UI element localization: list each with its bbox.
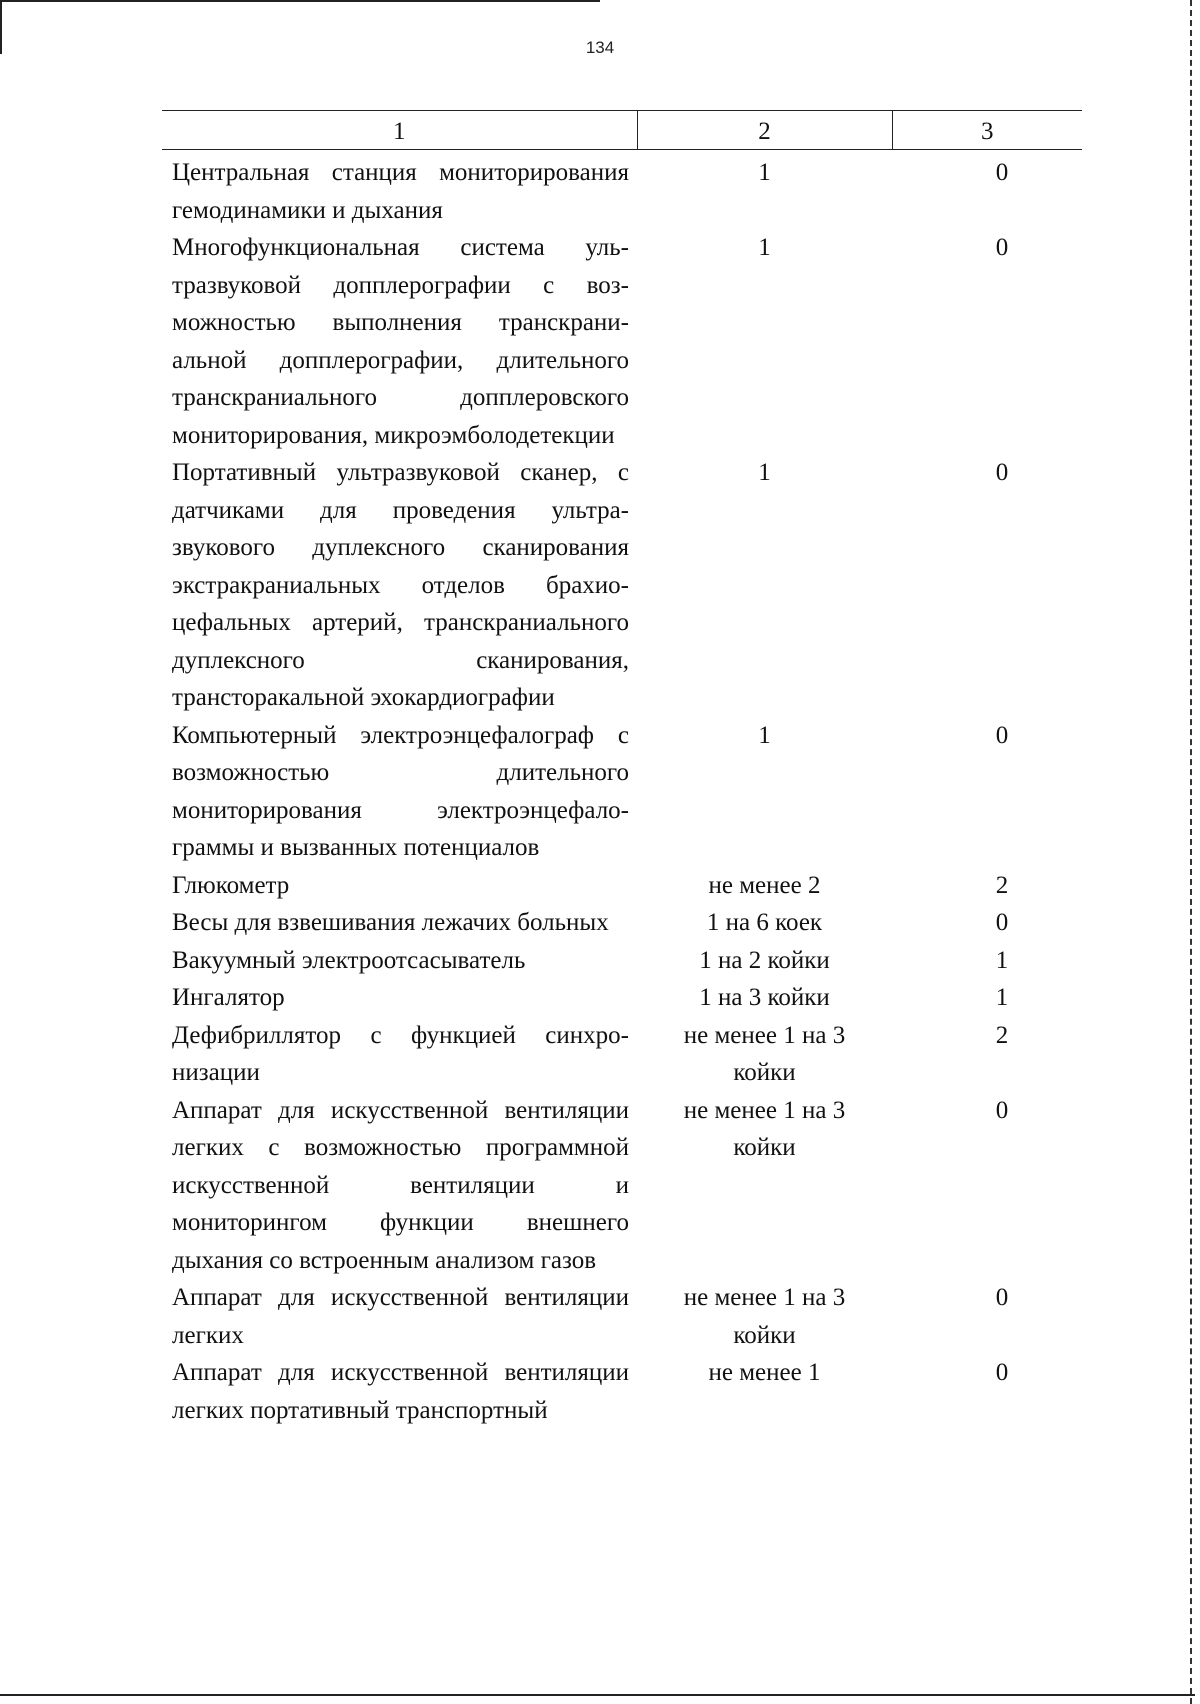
equipment-name: Многофункциональная система ультразвуковой допплерографии с возможностью выполнения транскраниальной допплерографии, длительного транскраниального допплеровского мониторирования, микроэмболодетекции [172,234,629,449]
table-row [162,979,1082,1017]
available-quantity: 0 [995,234,1009,261]
equipment-name: Вакуумный электроотсасыватель [172,946,526,974]
table-row [162,904,1082,942]
table-row [162,1017,1082,1092]
table-row [162,1279,1082,1354]
required-quantity: не менее 1 на 3 койки [683,1284,846,1349]
available-quantity: 0 [995,1284,1009,1311]
required-quantity: не менее 2 [708,871,821,899]
table-row [162,1092,1082,1280]
column-header-3: 3 [892,111,1082,150]
required-quantity: 1 [758,159,771,186]
equipment-name: Дефибриллятор с функцией синхронизации [172,1021,629,1086]
available-quantity: 2 [995,871,1009,899]
table-row [162,1354,1082,1429]
equipment-name: Аппарат для искусственной вентиляции легких [172,1284,629,1349]
table-row [162,867,1082,905]
equipment-name: Портативный ультразвуковой сканер, с датчиками для проведения ультразвукового дуплексного сканирования экстракраниальных отделов брахиоцефальных артерий, транскраниального дуплексного сканирования, трансторакальной эхокардиографии [172,459,629,711]
table-row [162,150,1082,230]
available-quantity: 1 [995,984,1009,1011]
equipment-name: Аппарат для искусственной вентиляции легких портативный транспортный [172,1359,629,1424]
required-quantity: 1 на 3 койки [699,984,830,1011]
available-quantity: 1 [995,946,1009,974]
header-row [162,111,1082,150]
required-quantity: 1 на 2 койки [699,946,830,974]
equipment-name: Аппарат для искусственной вентиляции легких с возможностью программной искусственной вентиляции и мониторингом функции внешнего дыхания со встроенным анализом газов [172,1096,629,1274]
required-quantity: 1 [758,459,771,486]
required-quantity: 1 [758,234,771,261]
required-quantity: не менее 1 [708,1359,821,1386]
required-quantity: не менее 1 на 3 койки [683,1096,846,1161]
equipment-name: Ингалятор [172,984,285,1011]
scan-edge-top [0,0,600,2]
equipment-name: Глюкометр [172,871,290,899]
available-quantity: 0 [995,1359,1009,1386]
available-quantity: 2 [995,1021,1009,1049]
table-body [162,150,1082,1430]
required-quantity: 1 [758,721,771,749]
page-number: 134 [585,38,615,57]
equipment-table [162,110,1082,1429]
table-header [162,111,1082,150]
available-quantity: 0 [995,1096,1009,1124]
available-quantity: 0 [995,721,1009,749]
available-quantity: 0 [995,159,1009,186]
equipment-name: Компьютерный электроэнцефалограф с возможностью длительного мониторирования электроэнцефалограммы и вызванных потенциалов [172,721,629,861]
scan-edge-right [1190,0,1192,1704]
table-row [162,454,1082,717]
scan-edge-bottom [0,1694,1195,1696]
required-quantity: не менее 1 на 3 койки [683,1021,846,1086]
column-header-1: 1 [162,111,637,150]
available-quantity: 0 [995,459,1009,486]
table-row [162,229,1082,454]
equipment-name: Центральная станция мониторирования гемодинамики и дыхания [172,159,629,224]
table-row [162,942,1082,980]
available-quantity: 0 [995,909,1009,936]
column-header-2: 2 [637,111,892,150]
equipment-name: Весы для взвешивания лежачих больных [172,909,609,936]
required-quantity: 1 на 6 коек [706,909,823,936]
table-row [162,717,1082,867]
